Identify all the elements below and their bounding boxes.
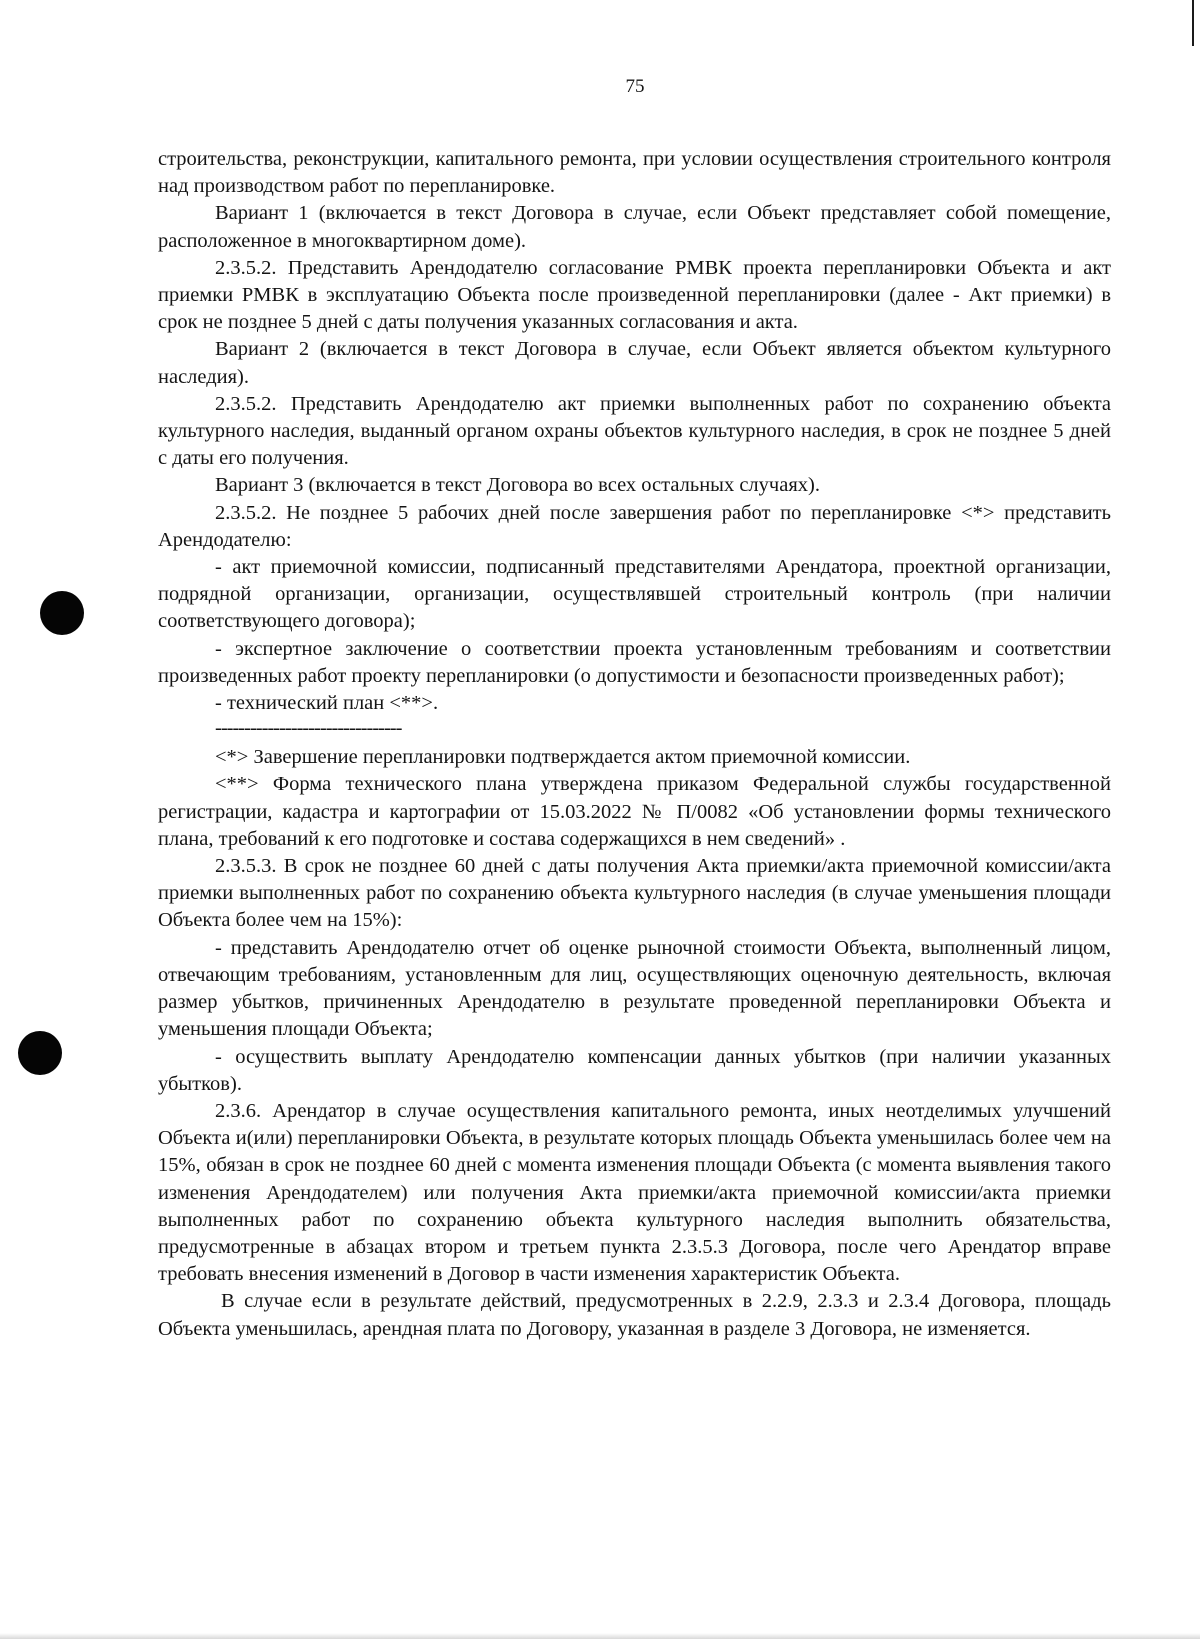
paragraph-clause-2-3-5-2-v1: 2.3.5.2. Представить Арендодателю согласование РМВК проекта перепланировки Объекта и акт приемки РМВК в эксплуатацию Объекта после произведенной перепланировки (далее - Акт приемки) в срок не позднее 5 дней с даты получения указанных согласования и акта. [158, 256, 1111, 334]
scan-edge-mark [1192, 0, 1194, 46]
paragraph-continuation: строительства, реконструкции, капитального ремонта, при условии осуществления строительного контроля над производством работ по перепланировке. [158, 148, 1111, 198]
paragraph-clause-2-3-5-2-v2: 2.3.5.2. Представить Арендодателю акт приемки выполненных работ по сохранению объекта культурного наследия, выданный органом охраны объектов культурного наследия, в срок не позднее 5 дней с даты его получения. [158, 392, 1111, 470]
list-item-technical-plan: - технический план <**>. [215, 692, 439, 715]
paragraph-clause-2-3-5-2-v3: 2.3.5.2. Не позднее 5 рабочих дней после завершения работ по перепланировке <*> представить Арендодателю: [158, 501, 1111, 551]
paragraph-variant-2: Вариант 2 (включается в текст Договора в случае, если Объект является объектом культурного наследия). [158, 338, 1111, 388]
paragraph-variant-1: Вариант 1 (включается в текст Договора в случае, если Объект представляет собой помещение, расположенное в многоквартирном доме). [158, 202, 1111, 252]
paragraph-rent-unchanged: В случае если в результате действий, предусмотренных в 2.2.9, 2.3.3 и 2.3.4 Договора, площадь Объекта уменьшилась, арендная плата по Договору, указанная в разделе 3 Договора, не изменяется. [158, 1290, 1111, 1340]
document-body [158, 146, 1111, 1343]
list-item-expert-opinion: - экспертное заключение о соответствии проекта установленным требованиям и соответствии произведенных работ проекту перепланировки (о допустимости и безопасности произведенных работ); [158, 637, 1111, 687]
list-item-acceptance-act: - акт приемочной комиссии, подписанный представителями Арендатора, проектной организации, подрядной организации, организации, осуществлявшей строительный контроль (при наличии соответствующего договора); [158, 556, 1111, 633]
list-item-compensation: - осуществить выплату Арендодателю компенсации данных убытков (при наличии указанных убытков). [158, 1045, 1111, 1095]
punch-hole-top [40, 591, 84, 635]
paragraph-clause-2-3-5-3: 2.3.5.3. В срок не позднее 60 дней с даты получения Акта приемки/акта приемочной комиссии/акта приемки выполненных работ по сохранению объекта культурного наследия (в случае уменьшения площади Объекта более чем на 15%): [158, 855, 1111, 932]
page-number: 75 [625, 76, 645, 97]
punch-hole-bottom [18, 1031, 62, 1075]
footnote-1: <*> Завершение перепланировки подтверждается актом приемочной комиссии. [215, 746, 911, 769]
paragraph-clause-2-3-6: 2.3.6. Арендатор в случае осуществления капитального ремонта, иных неотделимых улучшений Объекта и(или) перепланировки Объекта, в результате которых площадь Объекта уменьшилась более чем на 15%, обязан в срок не позднее 60 дней с момента изменения площади Объекта (с момента выявления такого изменения Арендодателем) или получения Акта приемки/акта приемочной комиссии/акта приемки выполненных работ по сохранению объекта культурного наследия выполнить обязательства, предусмотренные в абзацах втором и третьем пункта 2.3.5.3 Договора, после чего Арендатор вправе требовать внесения изменений в Договор в части изменения характеристик Объекта. [158, 1099, 1111, 1286]
footnote-2: <**> Форма технического плана утверждена приказом Федеральной службы государственной регистрации, кадастра и картографии от 15.03.2022 № П/0082 «Об установлении формы технического плана, требований к его подготовке и состава содержащихся в нем сведений» . [158, 773, 1111, 850]
paragraph-variant-3: Вариант 3 (включается в текст Договора во всех остальных случаях). [215, 474, 820, 497]
footnote-separator: -------------------------------- [215, 717, 402, 740]
scan-edge-bottom [0, 1633, 1200, 1639]
list-item-valuation-report: - представить Арендодателю отчет об оценке рыночной стоимости Объекта, выполненный лицом, отвечающим требованиям, установленным для лиц, осуществляющих оценочную деятельность, включая размер убытков, причиненных Арендодателю в результате проведенной перепланировки Объекта и уменьшения площади Объекта; [158, 936, 1111, 1041]
